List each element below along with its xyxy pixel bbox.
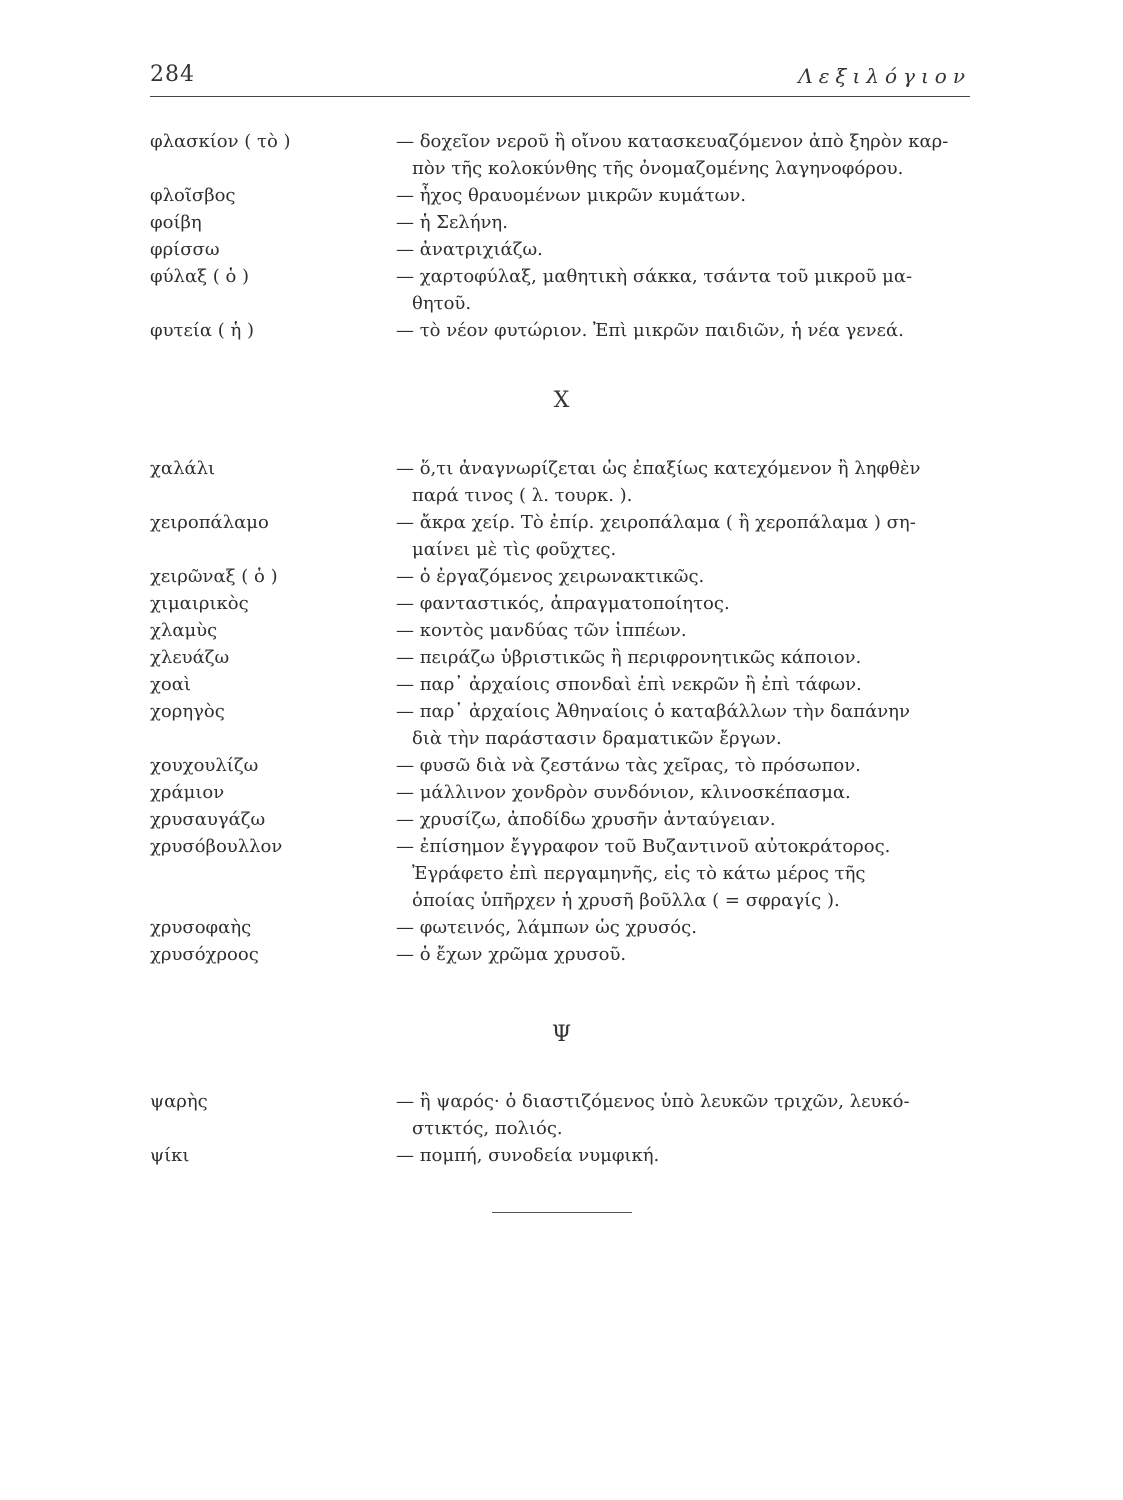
headword: χαλάλι — [150, 458, 216, 479]
definition — [396, 698, 980, 752]
dictionary-entry — [150, 806, 980, 833]
definition: — παρ᾽ ἀρχαίοις σπονδαὶ ἐπὶ νεκρῶν ἢ ἐπὶ τάφων. — [396, 674, 862, 695]
dictionary-entry — [150, 509, 980, 563]
definition: — πειράζω ὑβριστικῶς ἢ περιφρονητικῶς κάποιον. — [396, 647, 862, 668]
dictionary-entry — [150, 752, 980, 779]
headword: φοίβη — [150, 212, 202, 233]
headword: χράμιον — [150, 782, 225, 803]
definition-line: — δοχεῖον νεροῦ ἢ οἴνου κατασκευαζόμενον ἀπὸ ξηρὸν καρ- — [396, 131, 949, 152]
dictionary-entry — [150, 941, 980, 968]
headword: φύλαξ ( ὁ ) — [150, 266, 250, 287]
headword: ψαρὴς — [150, 1091, 208, 1112]
definition: — ὁ ἐργαζόμενος χειρωνακτικῶς. — [396, 566, 705, 587]
definition: — φυσῶ διὰ νὰ ζεστάνω τὰς χεῖρας, τὸ πρόσωπον. — [396, 755, 861, 776]
definition — [396, 833, 980, 914]
section-letter-psi: Ψ — [551, 1022, 572, 1047]
section-psi-entries — [150, 1088, 980, 1169]
dictionary-entry — [150, 455, 980, 509]
definition: — φωτεινός, λάμπων ὡς χρυσός. — [396, 917, 697, 938]
definition-line: πὸν τῆς κολοκύνθης τῆς ὀνομαζομένης λαγηνοφόρου. — [412, 158, 904, 179]
section-letter-chi: Χ — [553, 388, 570, 413]
definition: — ἦχος θραυομένων μικρῶν κυμάτων. — [396, 185, 746, 206]
dictionary-entry — [150, 779, 980, 806]
dictionary-entry — [150, 671, 980, 698]
definition-line: — χαρτοφύλαξ, μαθητικὴ σάκκα, τσάντα τοῦ μικροῦ μα- — [396, 266, 913, 287]
section-phi-entries — [150, 128, 980, 344]
definition-line: μαίνει μὲ τὶς φοῦχτες. — [412, 539, 617, 560]
definition-line: στικτός, πολιός. — [412, 1118, 563, 1139]
definition: — τὸ νέον φυτώριον. Ἐπὶ μικρῶν παιδιῶν, ἡ νέα γενεά. — [396, 320, 904, 341]
dictionary-entry — [150, 617, 980, 644]
headword: χορηγὸς — [150, 701, 225, 722]
dictionary-entry — [150, 236, 980, 263]
dictionary-entry — [150, 833, 980, 914]
headword: χειρῶναξ ( ὁ ) — [150, 566, 278, 587]
dictionary-entry — [150, 1142, 980, 1169]
dictionary-entry — [150, 317, 980, 344]
definition — [396, 455, 980, 509]
dictionary-entry — [150, 263, 980, 317]
headword: χουχουλίζω — [150, 755, 259, 776]
dictionary-entry — [150, 590, 980, 617]
headword: φρίσσω — [150, 239, 220, 260]
headword: χειροπάλαμο — [150, 512, 269, 533]
definition-line: — παρ᾽ ἀρχαίοις Ἀθηναίοις ὁ καταβάλλων τὴν δαπάνην — [396, 701, 910, 722]
headword: ψίκι — [150, 1145, 190, 1166]
definition-line: διὰ τὴν παράστασιν δραματικῶν ἔργων. — [412, 728, 782, 749]
dictionary-entry — [150, 1088, 980, 1142]
definition-line: — ἢ ψαρός· ὁ διαστιζόμενος ὑπὸ λευκῶν τριχῶν, λευκό- — [396, 1091, 910, 1112]
definition-line: παρά τινος ( λ. τουρκ. ). — [412, 485, 633, 506]
definition-line: θητοῦ. — [412, 293, 472, 314]
definition-line: Ἐγράφετο ἐπὶ περγαμηνῆς, εἰς τὸ κάτω μέρος τῆς — [412, 863, 866, 884]
end-rule — [492, 1212, 632, 1213]
dictionary-entry — [150, 128, 980, 182]
headword: χρυσόβουλλον — [150, 836, 283, 857]
running-head: Λεξιλόγιον — [798, 64, 971, 88]
section-chi-entries — [150, 455, 980, 968]
headword: χλευάζω — [150, 647, 230, 668]
definition: — μάλλινον χονδρὸν συνδόνιον, κλινοσκέπασμα. — [396, 782, 851, 803]
definition: — φανταστικός, ἀπραγματοποίητος. — [396, 593, 730, 614]
dictionary-entry — [150, 644, 980, 671]
dictionary-entry — [150, 698, 980, 752]
definition — [396, 1088, 980, 1142]
page-number: 284 — [150, 62, 195, 87]
definition: — ὁ ἔχων χρῶμα χρυσοῦ. — [396, 944, 627, 965]
headword: φλοῖσβος — [150, 185, 236, 206]
definition-line: — ἐπίσημον ἔγγραφον τοῦ Βυζαντινοῦ αὐτοκράτορος. — [396, 836, 891, 857]
headword: φλασκίον ( τὸ ) — [150, 131, 291, 152]
dictionary-entry — [150, 182, 980, 209]
header-rule — [150, 96, 970, 97]
definition: — πομπή, συνοδεία νυμφική. — [396, 1145, 660, 1166]
definition-line: — ὅ,τι ἀναγνωρίζεται ὡς ἐπαξίως κατεχόμενον ἢ ληφθὲν — [396, 458, 921, 479]
dictionary-entry — [150, 914, 980, 941]
dictionary-entry — [150, 563, 980, 590]
definition: — κοντὸς μανδύας τῶν ἱππέων. — [396, 620, 687, 641]
definition: — χρυσίζω, ἀποδίδω χρυσῆν ἀνταύγειαν. — [396, 809, 776, 830]
definition-line: — ἄκρα χείρ. Τὸ ἐπίρ. χειροπάλαμα ( ἢ χεροπάλαμα ) ση- — [396, 512, 916, 533]
headword: φυτεία ( ἡ ) — [150, 320, 255, 341]
definition-line: ὁποίας ὑπῆρχεν ἡ χρυσῆ βοῦλλα ( = σφραγίς ). — [412, 890, 840, 911]
headword: χρυσόχροος — [150, 944, 259, 965]
headword: χρυσαυγάζω — [150, 809, 266, 830]
headword: χλαμὺς — [150, 620, 218, 641]
definition: — ἀνατριχιάζω. — [396, 239, 543, 260]
headword: χιμαιρικὸς — [150, 593, 249, 614]
definition — [396, 263, 980, 317]
definition: — ἡ Σελήνη. — [396, 212, 508, 233]
definition — [396, 509, 980, 563]
dictionary-entry — [150, 209, 980, 236]
headword: χοαὶ — [150, 674, 191, 695]
headword: χρυσοφαὴς — [150, 917, 252, 938]
definition — [396, 128, 980, 182]
